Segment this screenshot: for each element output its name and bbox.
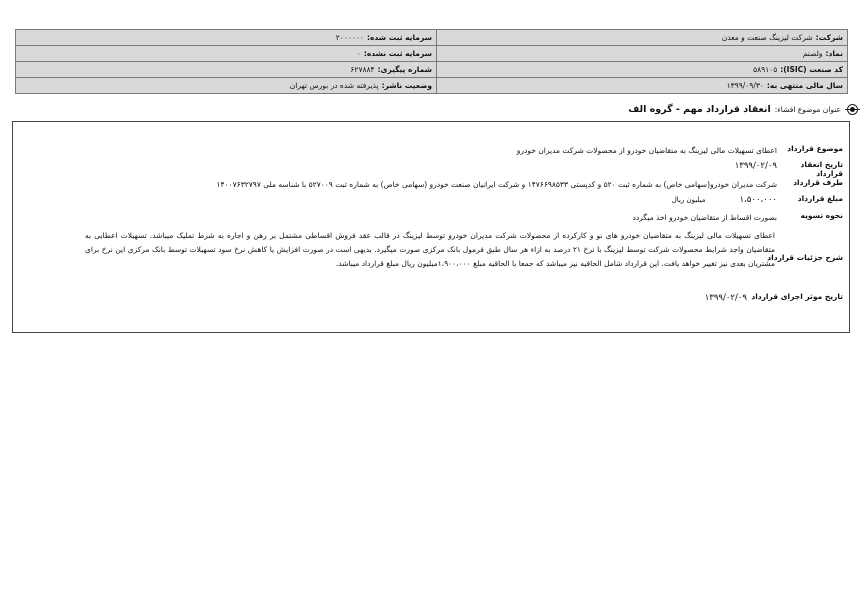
settlement-value: بصورت اقساط از متقاضیان خودرو اخذ میگردد bbox=[632, 213, 777, 222]
contract-subject-label: موضوع قرارداد bbox=[787, 144, 843, 153]
contract-date-label: تاریخ انعقاد قرارداد bbox=[800, 160, 843, 178]
contract-party-label: طرف قرارداد bbox=[793, 178, 843, 187]
info-row bbox=[16, 62, 848, 78]
info-row bbox=[16, 78, 848, 94]
details-value: اعطای تسهیلات مالی لیزینگ به متقاضیان خودرو های نو و کارکرده از محصولات شرکت مدیران خودرو توسط لیزینگ در قالب عقد فروش اقساطی مشتمل بر رهن و اجاره به شرط تملیک میباشد. تسهیلات اعطایی به متقاضیان واجد شرایط محصولات شرکت توسط لیزینگ با نرخ ۲۱ درصد به ازاء هر سال طبق فرمول بانک مرکزی صورت میگیرد. بدیهی است در صورت افزایش یا کاهش نرخ سود تسهیلات توسط بانک مرکزی این نرخ برای مشتریان بعدی نیز تغییر خواهد یافت. این قرارداد شامل الحاقیه نیز میباشد که جمعا با الحاقیه مبلغ ۱،۹۰۰،۰۰۰میلیون ریال مبلغ قرارداد میباشد. bbox=[85, 231, 776, 268]
subject-row bbox=[517, 144, 843, 157]
target-bullet-icon bbox=[845, 102, 860, 117]
unregistered-capital-cell bbox=[16, 46, 437, 62]
registered-capital-value: ۲۰۰۰۰۰۰ bbox=[335, 33, 364, 42]
date-row bbox=[735, 160, 843, 178]
effective-row bbox=[705, 292, 843, 305]
unregistered-capital-value: ۰ bbox=[356, 49, 361, 58]
publisher-status-cell bbox=[16, 78, 437, 94]
effective-date-label: تاریخ موثر اجرای قرارداد bbox=[751, 292, 843, 301]
fiscal-cell bbox=[437, 78, 848, 94]
details-label: شرح جزئیات قرارداد bbox=[767, 253, 843, 262]
company-cell bbox=[437, 30, 848, 46]
contract-amount-label: مبلغ قرارداد bbox=[797, 194, 843, 203]
publisher-status-value: پذیرفته شده در بورس تهران bbox=[289, 81, 379, 90]
settlement-row bbox=[632, 211, 843, 224]
company-value: شرکت لیزینگ صنعت و معدن bbox=[721, 33, 813, 42]
section-heading bbox=[628, 101, 860, 117]
symbol-value: ولصنم bbox=[802, 49, 823, 58]
tracking-value: ۶۲۷۸۸۴ bbox=[350, 65, 375, 74]
isic-value: ۵۸۹۱۰۵ bbox=[753, 65, 778, 74]
registered-capital-cell bbox=[16, 30, 437, 46]
party-row bbox=[217, 178, 843, 191]
symbol-cell bbox=[437, 46, 848, 62]
settlement-label: نحوه تسویه bbox=[800, 211, 843, 220]
registered-capital-label: سرمایه ثبت شده: bbox=[366, 33, 432, 42]
company-label: شرکت: bbox=[815, 33, 843, 42]
publisher-status-label: وضعیت ناشر: bbox=[381, 81, 432, 90]
contract-subject-value: اعطای تسهیلات مالی لیزینگ به متقاضیان خودرو از محصولات شرکت مدیران خودرو bbox=[516, 146, 777, 155]
tracking-label: شماره پیگیری: bbox=[377, 65, 432, 74]
isic-cell bbox=[437, 62, 848, 78]
contract-amount-value: ۱،۵۰۰،۰۰۰ bbox=[739, 195, 777, 205]
tracking-cell bbox=[16, 62, 437, 78]
info-row bbox=[16, 46, 848, 62]
subject-title: انعقاد قرارداد مهم - گروه الف bbox=[628, 103, 771, 115]
effective-date-value: ۱۳۹۹/۰۲/۰۹ bbox=[704, 293, 747, 303]
fiscal-label: سال مالی منتهی به: bbox=[766, 81, 843, 90]
isic-label: کد صنعت (ISIC): bbox=[780, 65, 843, 74]
contract-party-value: شرکت مدیران خودرو(سهامی خاص) به شماره ثبت ۵۲۰ و کدپستی ۱۴۷۶۶۹۸۵۳۳ و شرکت ایرانیان صنعت خودرو (سهامی خاص) به شماره ثبت ۵۲۷۰۰۹ با شناسه ملی ۱۴۰۰۷۶۳۲۷۹۷ bbox=[216, 180, 777, 189]
symbol-label: نماد: bbox=[825, 49, 843, 58]
contract-date-value: ۱۳۹۹/۰۲/۰۹ bbox=[734, 161, 777, 171]
subject-label: عنوان موضوع افشاء: bbox=[774, 104, 841, 114]
info-row bbox=[16, 30, 848, 46]
fiscal-value: ۱۳۹۹/۰۹/۳۰ bbox=[726, 81, 764, 90]
contract-amount-unit: میلیون ریال bbox=[671, 196, 706, 204]
company-info-table bbox=[15, 29, 848, 94]
unregistered-capital-label: سرمایه ثبت نشده: bbox=[363, 49, 432, 58]
contract-box bbox=[12, 121, 850, 333]
amount-row bbox=[672, 194, 843, 207]
